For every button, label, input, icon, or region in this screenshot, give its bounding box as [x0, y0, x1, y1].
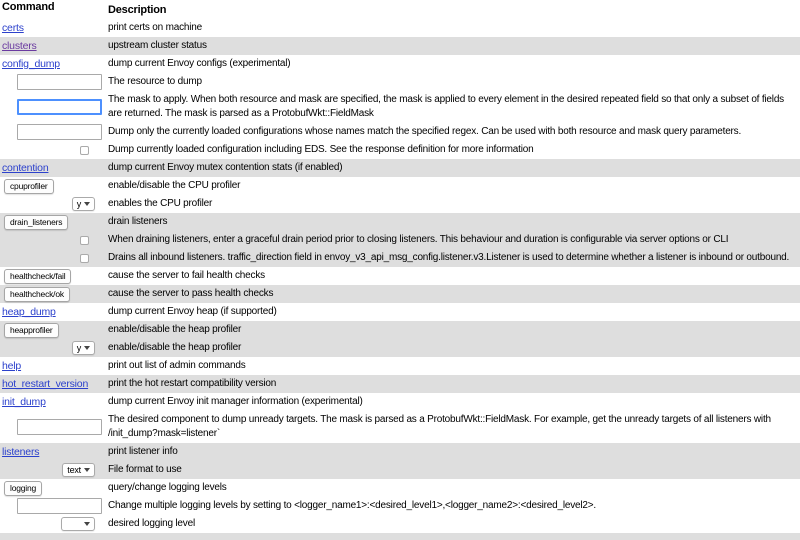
command-cell	[0, 197, 103, 211]
command-cell	[0, 254, 103, 263]
command-cell	[0, 74, 103, 90]
command-button-healthcheck-fail[interactable]: healthcheck/fail	[4, 269, 71, 284]
param-checkbox[interactable]	[80, 236, 89, 245]
command-cell	[0, 179, 103, 194]
description-text: enable/disable the CPU profiler	[108, 180, 241, 191]
description-text: print certs on machine	[108, 22, 202, 33]
command-button-cpuprofiler[interactable]: cpuprofiler	[4, 179, 54, 194]
select-value: text	[67, 465, 81, 475]
chevron-down-icon	[84, 522, 90, 526]
description-text: cause the server to pass health checks	[108, 288, 274, 299]
description-text: Drains all inbound listeners. traffic_direction field in envoy_v3_api_msg_config.listener.v3.Listener is used to determine whether a listener is inbound or outbound.	[108, 252, 790, 263]
command-link-config-dump[interactable]: config_dump	[2, 58, 60, 70]
description-text: print out list of admin commands	[108, 360, 246, 371]
chevron-down-icon	[84, 468, 90, 472]
column-header-command: Command	[2, 1, 55, 13]
select-value: y	[76, 343, 81, 353]
command-link-init-dump[interactable]: init_dump	[2, 396, 46, 408]
column-header-description: Description	[108, 4, 167, 16]
description-text: When draining listeners, enter a graceful drain period prior to closing listeners. This behaviour and duration is configurable via server options or CLI	[108, 234, 729, 245]
table-row	[0, 357, 800, 375]
description-text: cause the server to fail health checks	[108, 270, 265, 281]
command-button-drain-listeners[interactable]: drain_listeners	[4, 215, 68, 230]
command-cell	[0, 124, 103, 140]
param-text-input[interactable]	[17, 419, 102, 435]
description-text: drain listeners	[108, 216, 168, 227]
chevron-down-icon	[84, 346, 90, 350]
command-cell	[0, 162, 103, 174]
table-row	[0, 411, 800, 443]
table-row	[0, 303, 800, 321]
table-row	[0, 461, 800, 479]
param-select[interactable]	[61, 517, 95, 531]
description-text: The mask to apply. When both resource and mask are specified, the mask is applied to every element in the desired repeated field so that only a subset of fields are returned. The mask is parsed as a ProtobufWkt::FieldMask	[108, 94, 784, 119]
description-text: upstream cluster status	[108, 40, 207, 51]
description-text: dump current Envoy heap (if supported)	[108, 306, 277, 317]
description-text: enable/disable the heap profiler	[108, 342, 242, 353]
table-row	[0, 285, 800, 303]
command-link-certs[interactable]: certs	[2, 22, 24, 34]
command-cell	[0, 360, 103, 372]
description-text: dump current Envoy configs (experimental)	[108, 58, 291, 69]
table-row	[0, 177, 800, 195]
description-text: Dump only the currently loaded configurations whose names match the specified regex. Can be used with both resource and mask query parameters.	[108, 126, 742, 137]
table-row	[0, 141, 800, 159]
description-text	[103, 535, 800, 539]
param-text-input[interactable]	[17, 124, 102, 140]
table-row	[0, 123, 800, 141]
table-row	[0, 91, 800, 123]
command-link-clusters[interactable]: clusters	[2, 40, 37, 52]
command-cell	[0, 323, 103, 338]
command-cell	[0, 287, 103, 302]
command-cell	[0, 269, 103, 284]
param-checkbox[interactable]	[80, 146, 89, 155]
command-cell	[0, 99, 103, 115]
table-row	[0, 339, 800, 357]
command-button-logging[interactable]: logging	[4, 481, 42, 496]
command-cell	[0, 463, 103, 477]
table-row	[0, 231, 800, 249]
description-text: query/change logging levels	[108, 482, 227, 493]
description-text: dump current Envoy init manager information (experimental)	[108, 396, 363, 407]
command-cell	[0, 58, 103, 70]
command-cell	[0, 40, 103, 52]
description-text: Dump currently loaded configuration including EDS. See the response definition for more information	[108, 144, 534, 155]
param-select[interactable]	[62, 463, 95, 477]
param-text-input[interactable]	[17, 498, 102, 514]
command-link-hot-restart-version[interactable]: hot_restart_version	[2, 378, 89, 390]
command-cell	[0, 22, 103, 34]
table-row	[0, 195, 800, 213]
description-text: The resource to dump	[108, 76, 202, 87]
description-text: enable/disable the heap profiler	[108, 324, 242, 335]
select-value: y	[76, 199, 81, 209]
command-link-contention[interactable]: contention	[2, 162, 49, 174]
command-cell	[0, 306, 103, 318]
description-text: print the hot restart compatibility version	[108, 378, 277, 389]
command-link-help[interactable]: help	[2, 360, 22, 372]
description-text: print listener info	[108, 446, 178, 457]
table-header	[0, 0, 800, 19]
param-select[interactable]	[72, 197, 95, 211]
table-row	[0, 19, 800, 37]
command-cell	[0, 236, 103, 245]
command-cell	[0, 481, 103, 496]
table-row	[0, 159, 800, 177]
command-cell	[0, 146, 103, 155]
command-link-listeners[interactable]: listeners	[2, 446, 40, 458]
command-link-heap-dump[interactable]: heap_dump	[2, 306, 56, 318]
table-row	[0, 479, 800, 497]
description-text: Change multiple logging levels by setting to <logger_name1>:<desired_level1>,<logger_name2>:<desired_level2>.	[108, 500, 596, 511]
description-text: desired logging level	[108, 518, 195, 529]
table-row	[0, 497, 800, 515]
command-cell	[0, 498, 103, 514]
param-checkbox[interactable]	[80, 254, 89, 263]
command-cell	[0, 396, 103, 408]
param-text-input[interactable]	[17, 99, 102, 115]
table-row	[0, 321, 800, 339]
command-button-healthcheck-ok[interactable]: healthcheck/ok	[4, 287, 70, 302]
table-row	[0, 37, 800, 55]
description-text: dump current Envoy mutex contention stats (if enabled)	[108, 162, 343, 173]
table-row	[0, 213, 800, 231]
command-cell	[0, 446, 103, 458]
description-text: File format to use	[108, 464, 182, 475]
command-cell	[0, 215, 103, 230]
param-select[interactable]	[72, 341, 95, 355]
command-cell	[0, 517, 103, 531]
table-row	[0, 515, 800, 533]
description-text: The desired component to dump unready targets. The mask is parsed as a ProtobufWkt::FieldMask. For example, get the unready targets of all listeners with /init_dump?mask=listener`	[108, 414, 771, 439]
command-table-body	[0, 19, 800, 540]
chevron-down-icon	[84, 202, 90, 206]
table-row	[0, 375, 800, 393]
table-row	[0, 249, 800, 267]
table-row	[0, 55, 800, 73]
command-button-heapprofiler[interactable]: heapprofiler	[4, 323, 59, 338]
command-cell	[0, 419, 103, 435]
command-cell	[0, 341, 103, 355]
table-row	[0, 73, 800, 91]
command-cell	[0, 378, 103, 390]
table-row	[0, 443, 800, 461]
param-text-input[interactable]	[17, 74, 102, 90]
table-row	[0, 393, 800, 411]
description-text: enables the CPU profiler	[108, 198, 213, 209]
table-row	[0, 267, 800, 285]
